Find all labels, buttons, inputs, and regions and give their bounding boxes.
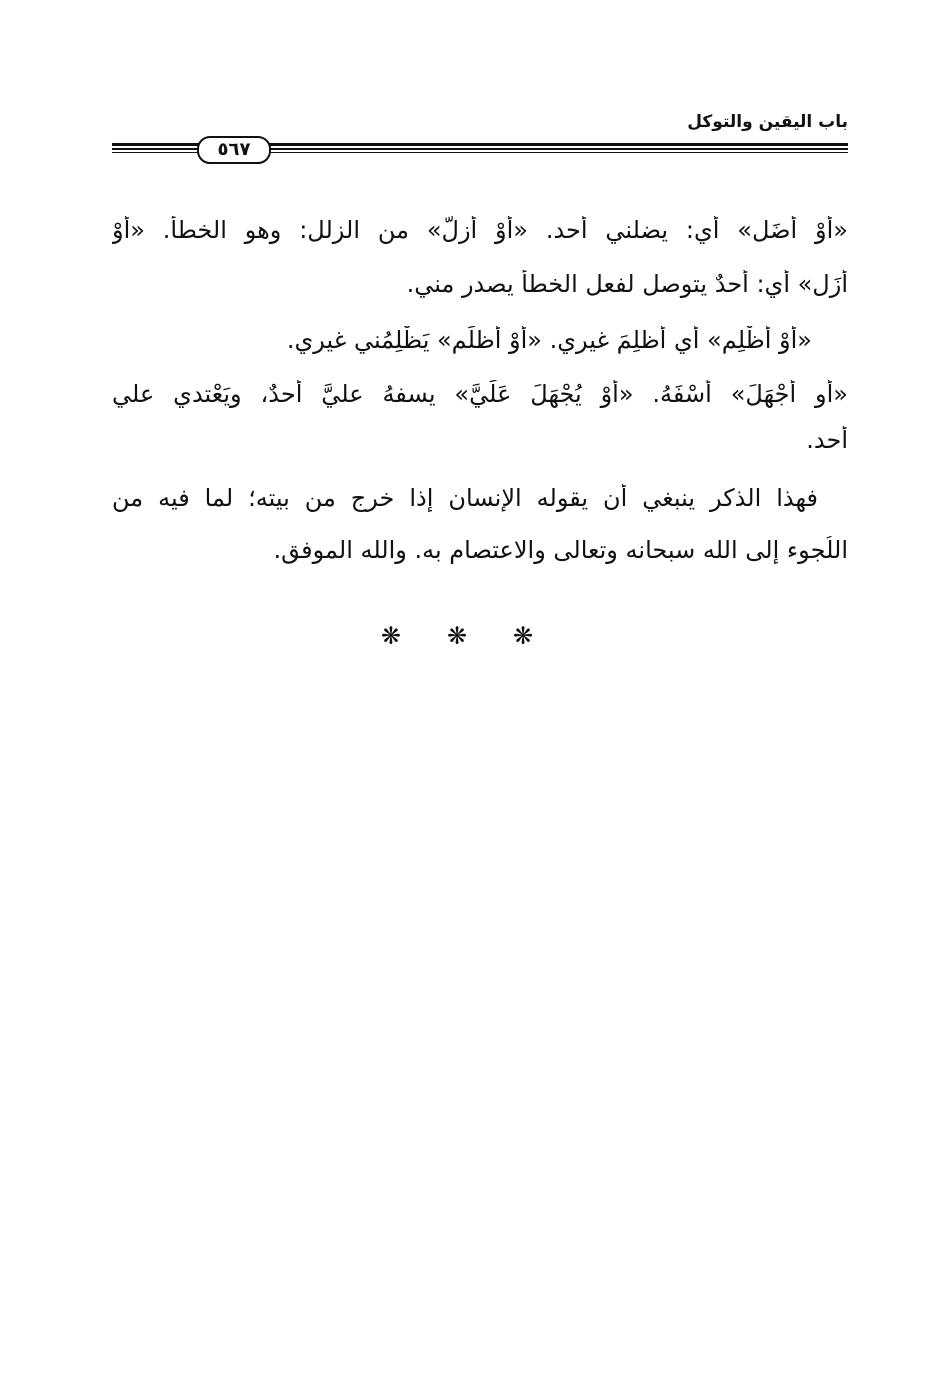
text-line-3: «أَوْ أَظْلِم» أي أظلِمَ غيري. «أَوْ أُظلَم» يَظْلِمُني غيري. [286,326,812,354]
text-line-4: «أو أَجْهَلَ» أَسْفَهُ. «أَوْ يُجْهَلَ عَلَيَّ» يسفهُ عليَّ أحدٌ، ويَعْتدي علي [112,380,848,408]
text-line-2: أُزَل» أي: أحدٌ يتوصل لفعلِ الخطأ يصدر مني. [406,270,848,298]
text-line-5: أحد. [806,426,848,454]
header-rule [112,136,848,162]
page-number: ٥٦٧ [197,136,271,164]
running-header-title: باب اليقين والتوكل [687,112,848,132]
text-line-7: اللُجوء إلى الله سبحانه وتعالى والاعتصام به. والله الموفق. [273,536,848,564]
section-separator-stars: ❋❋❋ [380,622,580,650]
text-line-6: فهذا الذكر ينبغي أن يقوله الإنسان إذا خرج من بيته؛ لما فيه من [112,484,818,512]
text-line-1: «أوْ أُضَل» أي: يضلني أحد. «أَوْ أَزِلَّ» من الزلل: وهو الخطأُ. «أوْ [112,216,848,244]
